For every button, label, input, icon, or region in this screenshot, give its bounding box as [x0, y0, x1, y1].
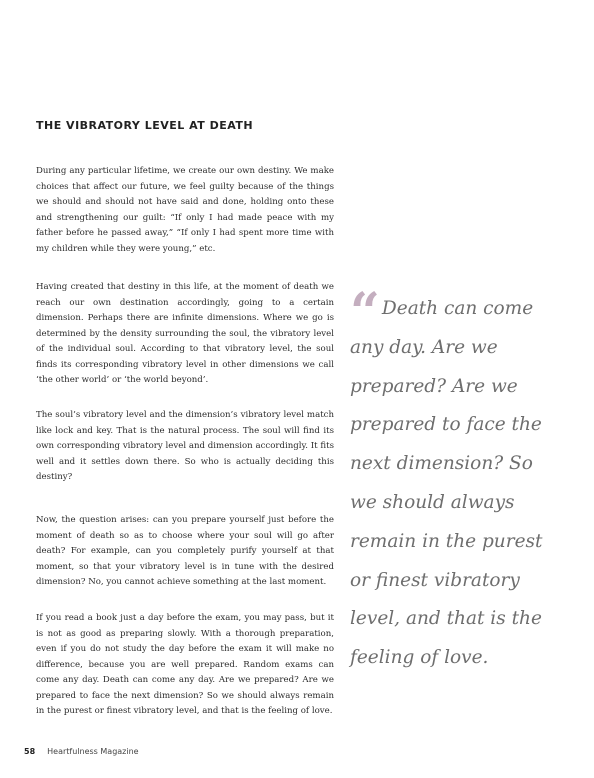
body-paragraph-4: Now, the question arises: can you prepare yourself just before the moment of death so as to choose where your soul will go after death? For example, can you completely purify yourself at that moment, so that your vibratory level is in tune with the desired dimension? No, you cannot achieve something at the last moment.: [36, 515, 334, 587]
quote-mark-icon: “: [350, 282, 378, 343]
pull-quote-text: Death can come any day. Are we prepared? Are we prepared to face the next dimension? So we should always remain in the purest or finest vibratory level, and that is the feeling of love.: [350, 298, 543, 669]
page-footer: [24, 747, 139, 756]
body-paragraph-5: If you read a book just a day before the exam, you may pass, but it is not as good as preparing slowly. With a thorough preparation, even if you do not study the day before the exam it will make no difference, because you are well prepared. Random exams can come any day. Death can come any day. Are we prepared? Are we prepared to face the next dimension? So we should always remain in the purest or finest vibratory level, and that is the feeling of love.: [36, 613, 334, 716]
body-paragraph-3: The soul’s vibratory level and the dimension’s vibratory level match like lock and key. That is the natural process. The soul will find its own corresponding vibratory level and dimension accordingly. It fits well and it settles down there. So who is actually deciding this destiny?: [36, 410, 334, 482]
pull-quote: [350, 282, 560, 678]
body-paragraph-1: During any particular lifetime, we create our own destiny. We make choices that affect our future, we feel guilty because of the things we should and should not have said and done, holding onto these and strengthening our guilt: “If only I had made peace with my father before he passed away,” “If only I had spent more time with my children while they were young,” etc.: [36, 166, 334, 254]
section-heading: THE VIBRATORY LEVEL AT DEATH: [36, 119, 254, 132]
body-paragraph-2: Having created that destiny in this life, at the moment of death we reach our own destination accordingly, going to a certain dimension. Perhaps there are infinite dimensions. Where we go is determined by the density surrounding the soul, the vibratory level of the individual soul. According to that vibratory level, the soul finds its corresponding vibratory level in other dimensions we call ‘the other world’ or ‘the world beyond’.: [36, 282, 334, 385]
page-number: 58: [24, 747, 36, 756]
magazine-name: Heartfulness Magazine: [47, 747, 139, 756]
